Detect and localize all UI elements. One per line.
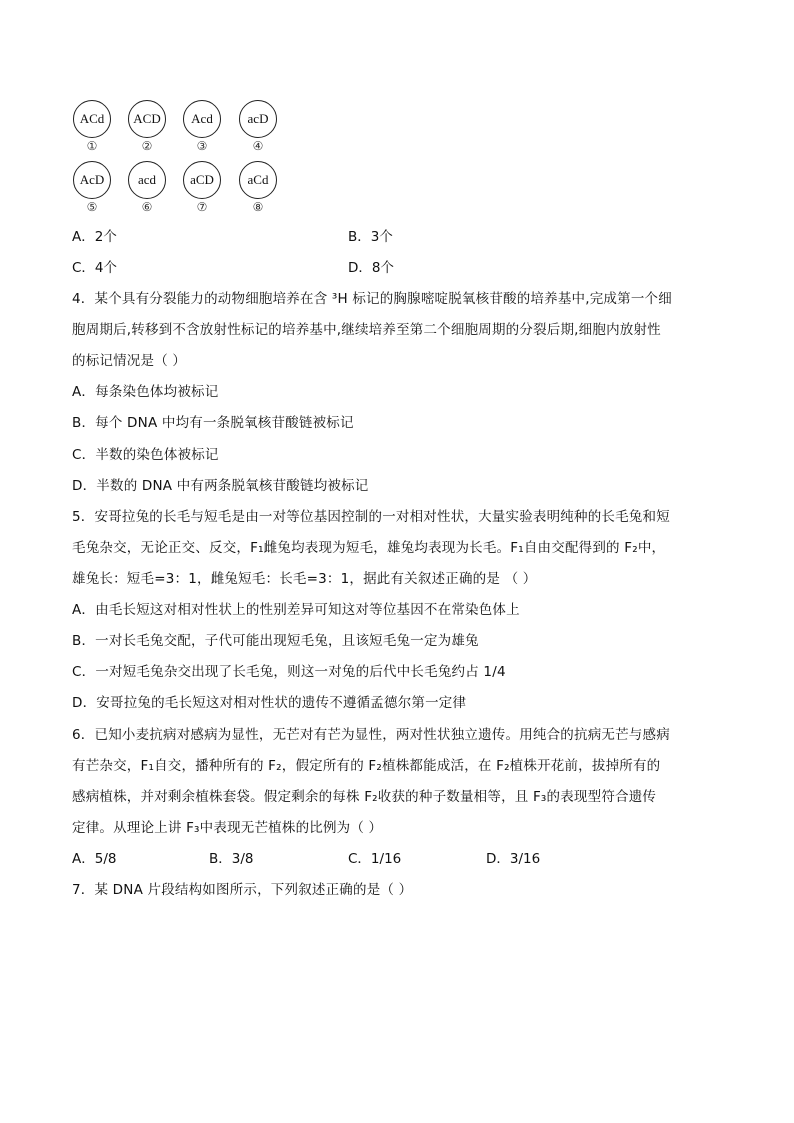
q5-option-b: B．一对长毛兔交配，子代可能出现短毛兔，且该短毛兔一定为雄兔 [72,633,479,649]
cell-8 [238,161,278,214]
cell-7 [182,161,222,214]
q5-option-d: D．安哥拉兔的毛长短这对相对性状的遗传不遵循孟德尔第一定律 [72,695,467,711]
q6-stem-line1: 6．已知小麦抗病对感病为显性，无芒对有芒为显性，两对性状独立遗传。用纯合的抗病无芒与感病 [72,727,670,743]
q3-option-a: A．2个 [72,229,117,245]
cell-4 [238,100,278,153]
q6-option-c: C．1/16 [348,851,402,867]
q5-option-c: C．一对短毛兔杂交出现了长毛兔，则这一对兔的后代中长毛兔约占 1/4 [72,664,506,680]
cell-5 [72,161,112,214]
cell-circle: Acd [183,100,221,138]
cell-3 [182,100,222,153]
q4-option-b: B．每个 DNA 中均有一条脱氧核苷酸链被标记 [72,415,354,431]
cell-number: ③ [196,139,208,153]
q4-option-c: C．半数的染色体被标记 [72,447,219,463]
q3-option-d: D．8个 [348,260,394,276]
cell-circle: acd [128,161,166,199]
q5-option-a: A．由毛长短这对相对性状上的性别差异可知这对等位基因不在常染色体上 [72,602,520,618]
q4-option-d: D．半数的 DNA 中有两条脱氧核苷酸链均被标记 [72,478,369,494]
q6-option-d: D．3/16 [486,851,541,867]
q5-stem-line3: 雄兔长：短毛=3：1，雌兔短毛：长毛=3：1，据此有关叙述正确的是 （ ） [72,571,537,587]
cell-number: ④ [252,139,264,153]
cell-circle: ACd [73,100,111,138]
cell-circle: acD [239,100,277,138]
cell-number: ② [141,139,153,153]
q3-option-c: C．4个 [72,260,118,276]
cell-circle: AcD [73,161,111,199]
q6-stem-line4: 定律。从理论上讲 F₃中表现无芒植株的比例为（ ） [72,820,383,836]
q5-stem-line2: 毛兔杂交，无论正交、反交，F₁雌兔均表现为短毛，雄兔均表现为长毛。F₁自由交配得到的 F₂中， [72,540,666,556]
q4-stem-line1: 4．某个具有分裂能力的动物细胞培养在含 ³H 标记的胸腺嘧啶脱氧核苷酸的培养基中,完成第一个细 [72,291,672,307]
cell-circle: aCD [183,161,221,199]
q6-stem-line2: 有芒杂交，F₁自交，播种所有的 F₂，假定所有的 F₂植株都能成活，在 F₂植株开花前，拔掉所有的 [72,758,661,774]
q5-stem-line1: 5．安哥拉兔的长毛与短毛是由一对等位基因控制的一对相对性状，大量实验表明纯种的长毛兔和短 [72,509,670,525]
q7-stem-line1: 7．某 DNA 片段结构如图所示，下列叙述正确的是（ ） [72,882,413,898]
cell-number: ⑤ [86,200,98,214]
q6-stem-line3: 感病植株，并对剩余植株套袋。假定剩余的每株 F₂收获的种子数量相等，且 F₃的表现型符合遗传 [72,789,657,805]
q6-option-b: B．3/8 [209,851,254,867]
cell-2 [127,100,167,153]
q3-option-b: B．3个 [348,229,393,245]
q6-option-a: A．5/8 [72,851,117,867]
cell-number: ⑧ [252,200,264,214]
cell-circle: aCd [239,161,277,199]
q4-stem-line3: 的标记情况是（ ） [72,353,187,369]
cell-circle: ACD [128,100,166,138]
q4-stem-line2: 胞周期后,转移到不含放射性标记的培养基中,继续培养至第二个细胞周期的分裂后期,细胞内放射性 [72,322,661,338]
q4-option-a: A．每条染色体均被标记 [72,384,219,400]
cell-number: ⑦ [196,200,208,214]
cell-number: ⑥ [141,200,153,214]
cell-number: ① [86,139,98,153]
cell-6 [127,161,167,214]
cell-1 [72,100,112,153]
gamete-diagram [72,100,302,218]
